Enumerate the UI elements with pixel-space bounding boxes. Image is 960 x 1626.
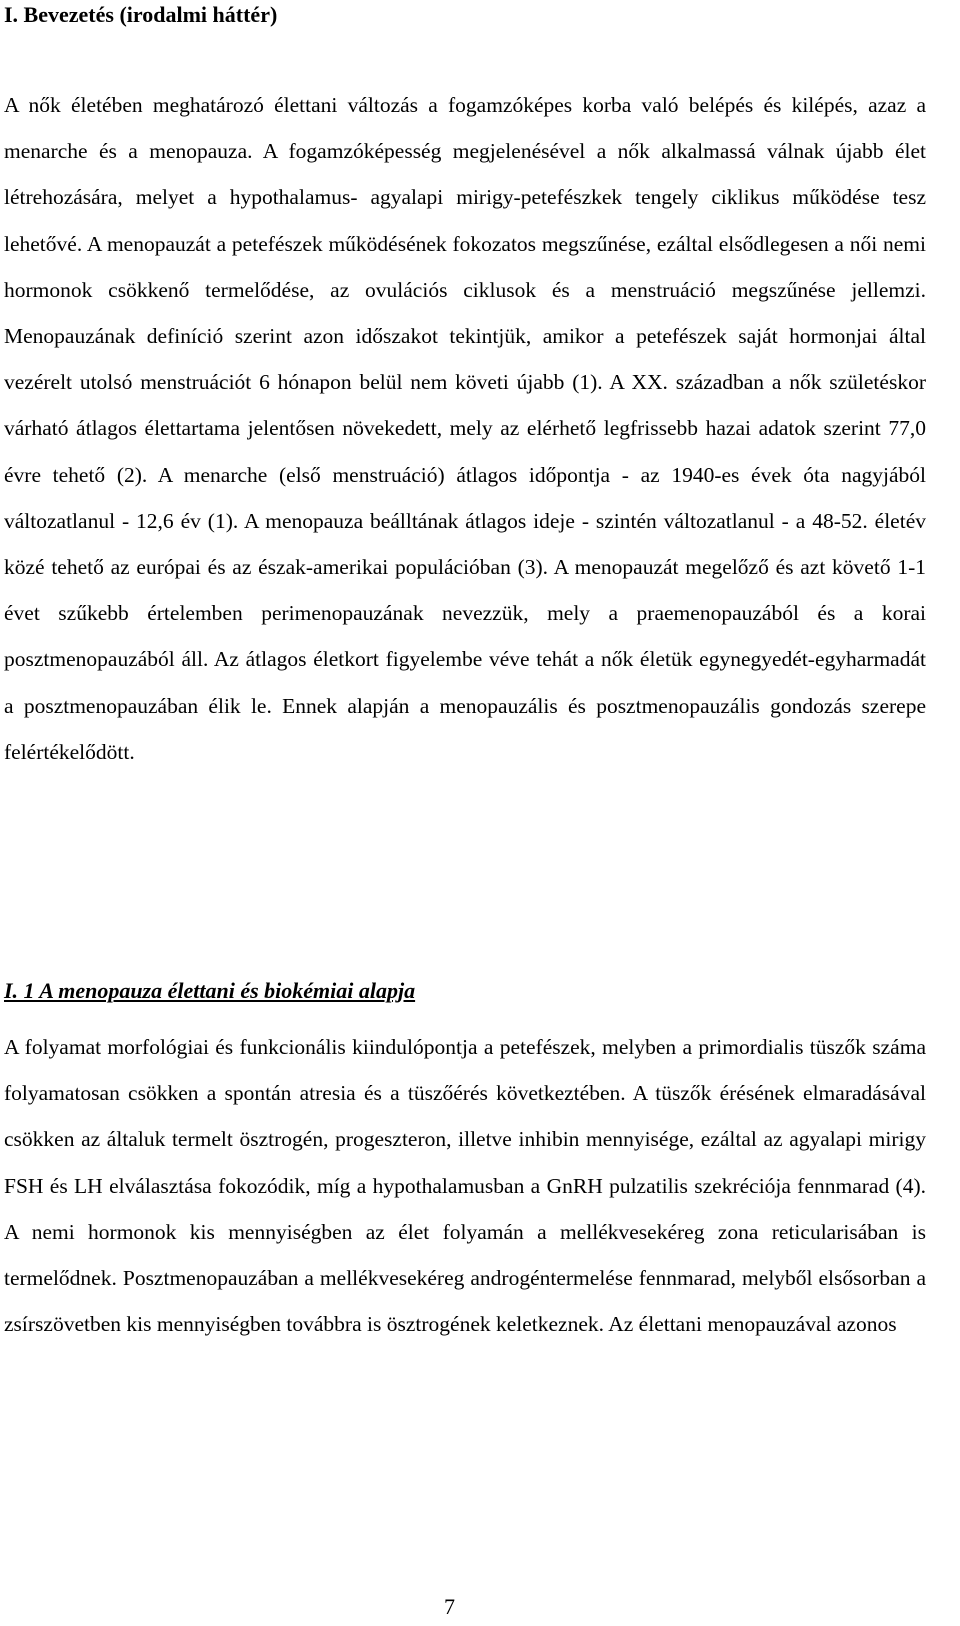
physiology-paragraph: [4, 1024, 926, 1347]
sentence: A menopauza beálltának átlagos ideje - szintén változatlanul - a 48-52. életév közé tehető az európai és az észak-amerikai populációban (3).: [4, 508, 926, 580]
sentence: Menopauzának definíció szerint azon időszakot tekintjük, amikor a petefészek saját hormonjai által vezérelt utolsó menstruációt 6 hónapon belül nem követi újabb (1).: [4, 324, 926, 395]
sentence: Posztmenopauzában a mellékvesekéreg androgéntermelése fennmarad, melyből elsősorban a zsírszövetben kis mennyiségben továbbra is ösztrogének keletkeznek.: [4, 1266, 927, 1337]
sentence: A nők életében meghatározó élettani változás a fogamzóképes korba való belépés és kilépés, azaz a menarche és a menopauza.: [4, 93, 926, 164]
sentence: A folyamat morfológiai és funkcionális kiindulópontja a petefészek, melyben a primordialis tüszők száma folyamatosan csökken a spontán atresia és a tüszőérés következtében.: [4, 1035, 926, 1106]
intro-paragraph: [4, 82, 926, 775]
page-number: 7: [444, 1594, 455, 1619]
sentence: A menopauzát megelőző és azt követő 1-1 évet szűkebb értelemben perimenopauzának nevezzük, mely a praemenopauzából és a korai posztmenopauzából áll.: [4, 555, 926, 672]
subsection-title: I. 1 A menopauza élettani és biokémiai alapja: [4, 978, 416, 1003]
sentence: A nemi hormonok kis mennyiségben az élet folyamán a mellékvesekéreg zona reticularisában is termelődnek.: [4, 1219, 926, 1291]
sentence: Az átlagos életkort figyelembe véve tehát a nők életük egynegyedét-egyharmadát a posztmenopauzában élik le.: [4, 647, 926, 718]
sentence: A fogamzóképesség megjelenésével a nők alkalmassá válnak újabb élet létrehozására, melyet a hypothalamus- agyalapi mirigy-petefészkek tengely ciklikus működése tesz lehetővé.: [4, 139, 926, 256]
sentence: Az élettani menopauzával azonos: [608, 1312, 897, 1337]
sentence: A tüszők érésének elmaradásával csökken az általuk termelt ösztrogén, progeszteron, illetve inhibin mennyisége, ezáltal az agyalapi mirigy FSH és LH elválasztása fokozódik, míg a hypothalamusban a GnRH pulzatilis szekréciója fennmarad (4).: [4, 1081, 926, 1198]
sentence: A XX. században a nők születéskor várható átlagos élettartama jelentősen növekedett, mely az elérhető legfrissebb hazai adatok szerint 77,0 évre tehető (2).: [4, 370, 926, 487]
sentence: Ennek alapján a menopauzális és posztmenopauzális gondozás szerepe felértékelődött.: [4, 693, 926, 764]
section-title: I. Bevezetés (irodalmi háttér): [4, 2, 278, 27]
sentence: A menopauzát a petefészek működésének fokozatos megszűnése, ezáltal elsődlegesen a női nemi hormonok csökkenő termelődése, az ovulációs ciklusok és a menstruáció megszűnése jellemzi.: [4, 231, 926, 302]
sentence: A menarche (első menstruáció) átlagos időpontja - az 1940-es évek óta nagyjából változatlanul - 12,6 év (1).: [4, 462, 926, 533]
